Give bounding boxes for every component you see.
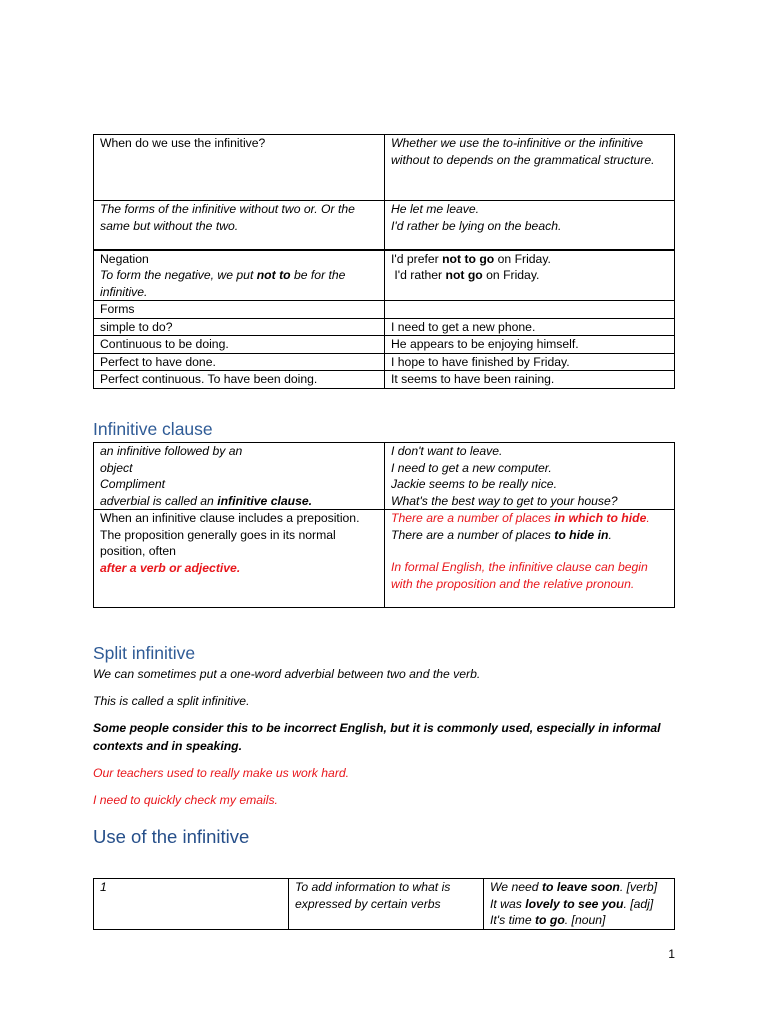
table-cell (385, 201, 675, 250)
cell-text: simple to do? (100, 319, 173, 334)
table-cell (385, 510, 675, 608)
cell-text: We need to leave soon. [verb] (490, 880, 658, 894)
cell-text: To form the negative, we put not to be for the infinitive. (100, 268, 346, 299)
cell-text: He let me leave. (391, 202, 480, 216)
cell-text: Perfect continuous. To have been doing. (100, 372, 318, 386)
cell-text: I need to get a new computer. (391, 460, 552, 475)
cell-text: I need to get a new phone. (391, 319, 536, 334)
cell-text: Jackie seems to be really nice. (391, 477, 557, 491)
section-heading: Infinitive clause (93, 419, 213, 439)
paragraph: Some people consider this to be incorrect English, but it is commonly used, especially in informal contexts and in speaking. (93, 721, 661, 753)
table-cell (94, 443, 385, 510)
cell-text: Perfect to have done. (100, 354, 216, 369)
table-row (94, 353, 675, 371)
table-cell (94, 879, 289, 930)
page-number: 1 (668, 947, 675, 961)
table-cell (289, 879, 484, 930)
cell-text: There are a number of places in which to hide. (391, 511, 650, 525)
cell-text: object (100, 460, 133, 475)
cell-text: 1 (100, 880, 107, 894)
cell-text: Whether we use the to-infinitive or the infinitive without to depends on the grammatical structure. (391, 136, 655, 167)
spacer (391, 543, 668, 559)
table-cell (385, 301, 675, 319)
cell-text: Forms (100, 302, 135, 316)
table-row (94, 371, 675, 389)
table-cell (94, 510, 385, 608)
cell-text: adverbial is called an infinitive clause. (100, 493, 313, 508)
cell-text: Compliment (100, 477, 166, 491)
table-cell (94, 318, 385, 336)
paragraph: This is called a split infinitive. (93, 694, 250, 708)
cell-text: It was lovely to see you. [adj] (490, 896, 654, 911)
cell-text: There are a number of places to hide in. (391, 527, 612, 542)
table-row (94, 250, 675, 301)
cell-text: I hope to have finished by Friday. (391, 354, 570, 369)
cell-text: I'd rather be lying on the beach. (391, 218, 562, 233)
cell-text: I don't want to leave. (391, 444, 503, 458)
cell-text: When an infinitive clause includes a preposition. The proposition generally goes in its normal position, often (100, 511, 360, 558)
cell-text: It's time to go. [noun] (490, 913, 606, 927)
table-cell (385, 336, 675, 354)
table-row (94, 301, 675, 319)
table-cell (385, 135, 675, 201)
table-row (94, 510, 675, 608)
table-cell (385, 353, 675, 371)
table-cell (94, 250, 385, 301)
table-row (94, 443, 675, 510)
cell-text: I'd rather not go on Friday. (391, 268, 540, 282)
table-cell (94, 301, 385, 319)
table-cell (94, 201, 385, 250)
table-cell (385, 318, 675, 336)
table-cell (94, 371, 385, 389)
cell-text: The forms of the infinitive without two or. Or the same but without the two. (100, 202, 355, 233)
cell-text: an infinitive followed by an (100, 444, 243, 458)
table-row (94, 336, 675, 354)
table-cell (94, 135, 385, 201)
section-heading: Split infinitive (93, 643, 196, 663)
cell-text: Negation (100, 251, 149, 266)
table-cell (94, 336, 385, 354)
infinitive-use-table (93, 878, 675, 930)
infinitive-clause-table (93, 442, 675, 608)
table-row (94, 201, 675, 250)
cell-text: When do we use the infinitive? (100, 136, 266, 150)
cell-text: Continuous to be doing. (100, 337, 229, 351)
table-cell (385, 443, 675, 510)
table-cell (385, 371, 675, 389)
cell-text: To add information to what is expressed by certain verbs (295, 880, 451, 911)
cell-text: It seems to have been raining. (391, 372, 555, 386)
cell-text: In formal English, the infinitive clause can begin with the proposition and the relative pronoun. (391, 560, 648, 591)
cell-text: after a verb or adjective. (100, 560, 241, 575)
table-row (94, 135, 675, 201)
table-row (94, 318, 675, 336)
paragraph: Our teachers used to really make us work hard. (93, 766, 350, 780)
infinitive-usage-table (93, 134, 675, 389)
section-heading: Use of the infinitive (93, 826, 250, 847)
cell-text: He appears to be enjoying himself. (391, 337, 579, 351)
table-cell (484, 879, 675, 930)
cell-text: I'd prefer not to go on Friday. (391, 251, 551, 266)
paragraph: I need to quickly check my emails. (93, 793, 278, 807)
cell-text: What's the best way to get to your house? (391, 493, 618, 508)
table-row (94, 879, 675, 930)
table-cell (385, 250, 675, 301)
paragraph: We can sometimes put a one-word adverbial between two and the verb. (93, 667, 481, 681)
table-cell (94, 353, 385, 371)
